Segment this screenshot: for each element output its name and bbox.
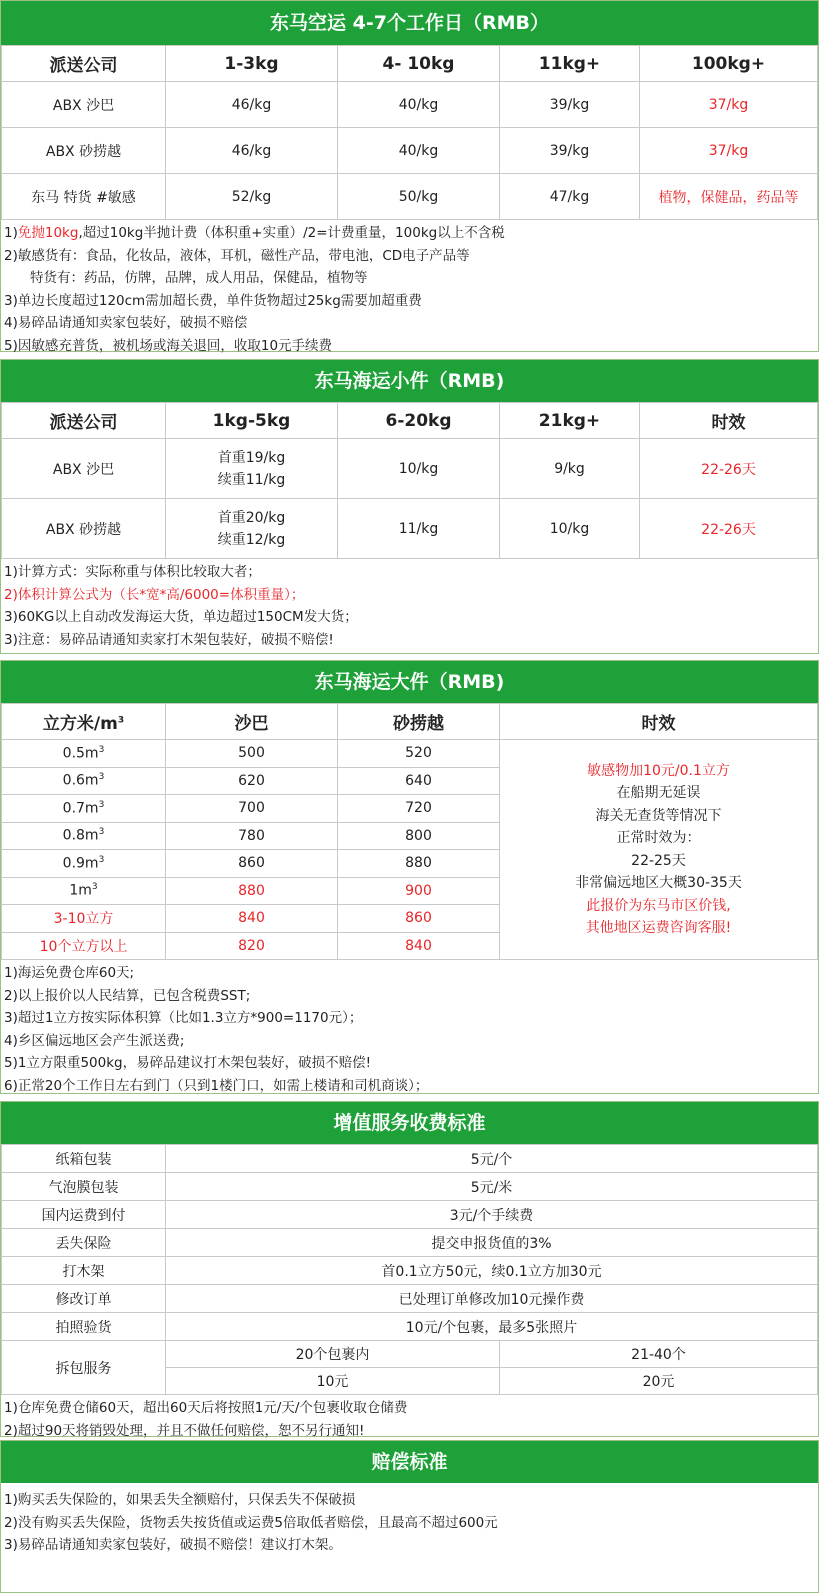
- split-fee-2: 20元: [500, 1368, 818, 1395]
- air-freight-title: 东马空运 4-7个工作日（RMB）: [1, 1, 818, 45]
- note-line: 3)60KG以上自动改发海运大货，单边超过150CM发大货；: [4, 609, 358, 625]
- services-notes: [1, 1395, 818, 1445]
- header-6-20kg: 6-20kg: [338, 403, 500, 439]
- cell-price-sarawak: 720: [338, 795, 500, 823]
- air-freight-notes: [1, 220, 818, 360]
- first-weight: 首重20/kg: [217, 509, 286, 526]
- service-name: 修改订单: [2, 1285, 166, 1313]
- split-tier-1: 20个包裹内: [166, 1341, 500, 1368]
- cell-price: 40/kg: [338, 82, 500, 128]
- sea-small-table: [1, 402, 818, 559]
- volume-sup: 3: [98, 799, 105, 810]
- cell-volume: [2, 740, 166, 768]
- volume-text: 10个立方以上: [39, 938, 128, 955]
- service-fee: 3元/个手续费: [166, 1201, 818, 1229]
- note-line: 4)乡区偏远地区会产生派送费;: [4, 1032, 185, 1049]
- service-fee: 提交申报货值的3%: [166, 1229, 818, 1257]
- volume-text: 3-10立方: [53, 911, 114, 928]
- cell-company: ABX 砂捞越: [2, 499, 166, 559]
- cell-price: 50/kg: [338, 174, 500, 220]
- note-line: 4)易碎品请通知卖家包装好，破损不赔偿: [4, 315, 248, 331]
- volume-sup: 3: [98, 744, 105, 755]
- volume-text: 0.9m: [62, 855, 99, 872]
- header-sarawak: 砂捞越: [338, 704, 500, 740]
- volume-text: 0.5m: [62, 745, 99, 762]
- volume-text: 0.8m: [62, 828, 99, 845]
- sea-small-notes: [1, 559, 818, 654]
- service-fee: 首0.1立方50元，续0.1立方加30元: [166, 1257, 818, 1285]
- split-fee-1: 10元: [166, 1368, 500, 1395]
- note-text: ,超过10kg半抛计费（体积重+实重）/2=计费重量，100kg以上不含税: [78, 225, 505, 241]
- note-prefix: 1): [4, 225, 18, 241]
- cell-volume: [2, 905, 166, 933]
- header-11kg: 11kg+: [500, 46, 640, 82]
- cell-price-sabah: 700: [166, 795, 338, 823]
- volume-sup: 3: [98, 854, 105, 865]
- cell-price-sabah: 780: [166, 822, 338, 850]
- note-line: 6)正常20个工作日左右到门（只到1楼门口，如需上楼请和司机商谈）；: [4, 1077, 429, 1094]
- table-row: [2, 174, 818, 220]
- cell-volume: [2, 877, 166, 905]
- header-time: 时效: [640, 403, 818, 439]
- cell-price-sabah: 860: [166, 850, 338, 878]
- cell-price-sabah: 620: [166, 767, 338, 795]
- service-name: 拆包服务: [2, 1341, 166, 1395]
- time-line: 在船期无延误: [616, 785, 701, 801]
- volume-text: 0.6m: [62, 773, 99, 790]
- cell-price: 47/kg: [500, 174, 640, 220]
- service-fee: 10元/个包裹，最多5张照片: [166, 1313, 818, 1341]
- note-line: [4, 222, 815, 245]
- time-line: 其他地区运费咨询客服!: [585, 920, 732, 936]
- cell-time-info: [500, 740, 818, 960]
- compensation-section: [0, 1440, 819, 1593]
- note-line: 2)体积计算公式为（长*宽*高/6000=体积重量）；: [4, 586, 305, 603]
- cell-price-sabah: 840: [166, 905, 338, 933]
- note-line: 5)因敏感充普货，被机场或海关退回，收取10元手续费: [4, 337, 333, 354]
- time-line: 此报价为东马市区价钱,: [586, 897, 731, 914]
- cell-price-sarawak: 800: [338, 822, 500, 850]
- cell-price-sabah: 820: [166, 932, 338, 960]
- cell-price: [166, 499, 338, 559]
- cell-price: 46/kg: [166, 82, 338, 128]
- service-name: 国内运费到付: [2, 1201, 166, 1229]
- services-title: 增值服务收费标准: [1, 1102, 818, 1144]
- cell-price: 39/kg: [500, 128, 640, 174]
- air-freight-section: [0, 0, 819, 352]
- note-line: 2)敏感货有：食品，化妆品，液体，耳机，磁性产品，带电池，CD电子产品等: [4, 247, 470, 264]
- cell-company: ABX 砂捞越: [2, 128, 166, 174]
- service-name: 拍照验货: [2, 1313, 166, 1341]
- cell-time: 22-26天: [640, 499, 818, 559]
- table-row: [2, 1313, 818, 1341]
- volume-text: 1m: [69, 883, 92, 900]
- volume-sup: 3: [98, 772, 105, 783]
- time-line: 敏感物加10元/0.1立方: [587, 762, 730, 779]
- header-volume: [2, 704, 166, 740]
- cell-price-sabah: 880: [166, 877, 338, 905]
- note-line: 3)易碎品请通知卖家包装好，破损不赔偿！建议打木架。: [4, 1537, 342, 1553]
- time-line: 22-25天: [631, 852, 686, 869]
- continued-weight: 续重11/kg: [217, 471, 286, 488]
- service-fee: 5元/米: [166, 1173, 818, 1201]
- time-line: 正常时效为：: [616, 830, 701, 846]
- first-weight: 首重19/kg: [217, 449, 286, 466]
- note-line: 1)仓库免费仓储60天，超出60天后将按照1元/天/个包裹收取仓储费: [4, 1400, 408, 1416]
- cell-price: 46/kg: [166, 128, 338, 174]
- compensation-title: 赔偿标准: [1, 1441, 818, 1483]
- air-freight-table: [1, 45, 818, 220]
- header-1-5kg: 1kg-5kg: [166, 403, 338, 439]
- compensation-notes: [1, 1483, 818, 1560]
- service-name: 打木架: [2, 1257, 166, 1285]
- cell-price-sabah: 500: [166, 740, 338, 768]
- note-line: 2)超过90天将销毁处理，并且不做任何赔偿，恕不另行通知!: [4, 1422, 365, 1439]
- header-time: 时效: [500, 704, 818, 740]
- cell-price: 10/kg: [500, 499, 640, 559]
- services-section: [0, 1101, 819, 1437]
- cell-price: 植物，保健品，药品等: [640, 174, 818, 220]
- note-line: 2)以上报价以人民结算，已包含税费SST;: [4, 987, 251, 1004]
- table-row: [2, 1229, 818, 1257]
- service-name: 丢失保险: [2, 1229, 166, 1257]
- cell-company: ABX 沙巴: [2, 439, 166, 499]
- note-line: 特货有：药品，仿牌，品牌，成人用品，保健品，植物等: [30, 270, 368, 286]
- header-4-10kg: 4- 10kg: [338, 46, 500, 82]
- cell-volume: [2, 822, 166, 850]
- note-highlight: 免抛10kg: [17, 225, 79, 241]
- note-line: 1)海运免费仓库60天;: [4, 965, 135, 981]
- header-company: 派送公司: [2, 403, 166, 439]
- split-tier-2: 21-40个: [500, 1341, 818, 1368]
- note-line: 1)购买丢失保险的，如果丢失全额赔付，只保丢失不保破损: [4, 1492, 356, 1508]
- cell-price: 11/kg: [338, 499, 500, 559]
- table-row: [2, 82, 818, 128]
- header-21kg: 21kg+: [500, 403, 640, 439]
- cell-price-sarawak: 520: [338, 740, 500, 768]
- table-row: [2, 1341, 818, 1368]
- cell-price-sarawak: 840: [338, 932, 500, 960]
- time-line: 非常偏远地区大概30-35天: [575, 875, 742, 891]
- sea-large-table: [1, 703, 818, 960]
- table-row: [2, 740, 818, 768]
- cell-price: [166, 439, 338, 499]
- sea-large-section: [0, 660, 819, 1094]
- cell-volume: [2, 932, 166, 960]
- note-line: 3)超过1立方按实际体积算（比如1.3立方*900=1170元）；: [4, 1010, 363, 1026]
- sea-large-title: 东马海运大件（RMB): [1, 661, 818, 703]
- cell-price: 40/kg: [338, 128, 500, 174]
- cell-price: 37/kg: [640, 82, 818, 128]
- cell-price-sarawak: 900: [338, 877, 500, 905]
- cell-price-sarawak: 880: [338, 850, 500, 878]
- note-line: 2)没有购买丢失保险，货物丢失按货值或运费5倍取低者赔偿，且最高不超过600元: [4, 1514, 498, 1531]
- volume-text: 0.7m: [62, 800, 99, 817]
- header-100kg: 100kg+: [640, 46, 818, 82]
- header-sabah: 沙巴: [166, 704, 338, 740]
- cell-volume: [2, 767, 166, 795]
- cell-price: 39/kg: [500, 82, 640, 128]
- time-line: 海关无查货等情况下: [595, 807, 722, 824]
- note-line: 3)单边长度超过120cm需加超长费，单件货物超过25kg需要加超重费: [4, 292, 422, 309]
- cell-price: 10/kg: [338, 439, 500, 499]
- header-1-3kg: 1-3kg: [166, 46, 338, 82]
- note-line: 5)1立方限重500kg，易碎品建议打木架包装好，破损不赔偿!: [4, 1055, 372, 1071]
- cell-price-sarawak: 860: [338, 905, 500, 933]
- sea-small-title: 东马海运小件（RMB): [1, 360, 818, 402]
- service-fee: 已处理订单修改加10元操作费: [166, 1285, 818, 1313]
- note-line: 1)计算方式：实际称重与体积比较取大者；: [4, 564, 261, 580]
- cell-price: 52/kg: [166, 174, 338, 220]
- cell-time: 22-26天: [640, 439, 818, 499]
- cell-volume: [2, 850, 166, 878]
- volume-sup: 3: [98, 827, 105, 838]
- table-row: [2, 499, 818, 559]
- table-row: [2, 1145, 818, 1173]
- cell-price-sarawak: 640: [338, 767, 500, 795]
- table-row: [2, 1257, 818, 1285]
- volume-sup: 3: [91, 882, 98, 893]
- continued-weight: 续重12/kg: [217, 531, 286, 548]
- header-volume-sup: 3: [117, 715, 125, 726]
- header-company: 派送公司: [2, 46, 166, 82]
- sea-large-notes: [1, 960, 818, 1100]
- table-row: [2, 1285, 818, 1313]
- header-volume-text: 立方米/m: [42, 714, 118, 734]
- table-row: [2, 128, 818, 174]
- services-table: [1, 1144, 818, 1395]
- table-row: [2, 439, 818, 499]
- sea-small-section: [0, 359, 819, 654]
- cell-price: 37/kg: [640, 128, 818, 174]
- service-name: 纸箱包装: [2, 1145, 166, 1173]
- service-name: 气泡膜包装: [2, 1173, 166, 1201]
- cell-company: ABX 沙巴: [2, 82, 166, 128]
- service-fee: 5元/个: [166, 1145, 818, 1173]
- note-line: 3)注意：易碎品请通知卖家打木架包装好，破损不赔偿!: [4, 631, 334, 648]
- cell-volume: [2, 795, 166, 823]
- cell-price: 9/kg: [500, 439, 640, 499]
- table-row: [2, 1201, 818, 1229]
- table-row: [2, 1173, 818, 1201]
- cell-company: 东马 特货 #敏感: [2, 174, 166, 220]
